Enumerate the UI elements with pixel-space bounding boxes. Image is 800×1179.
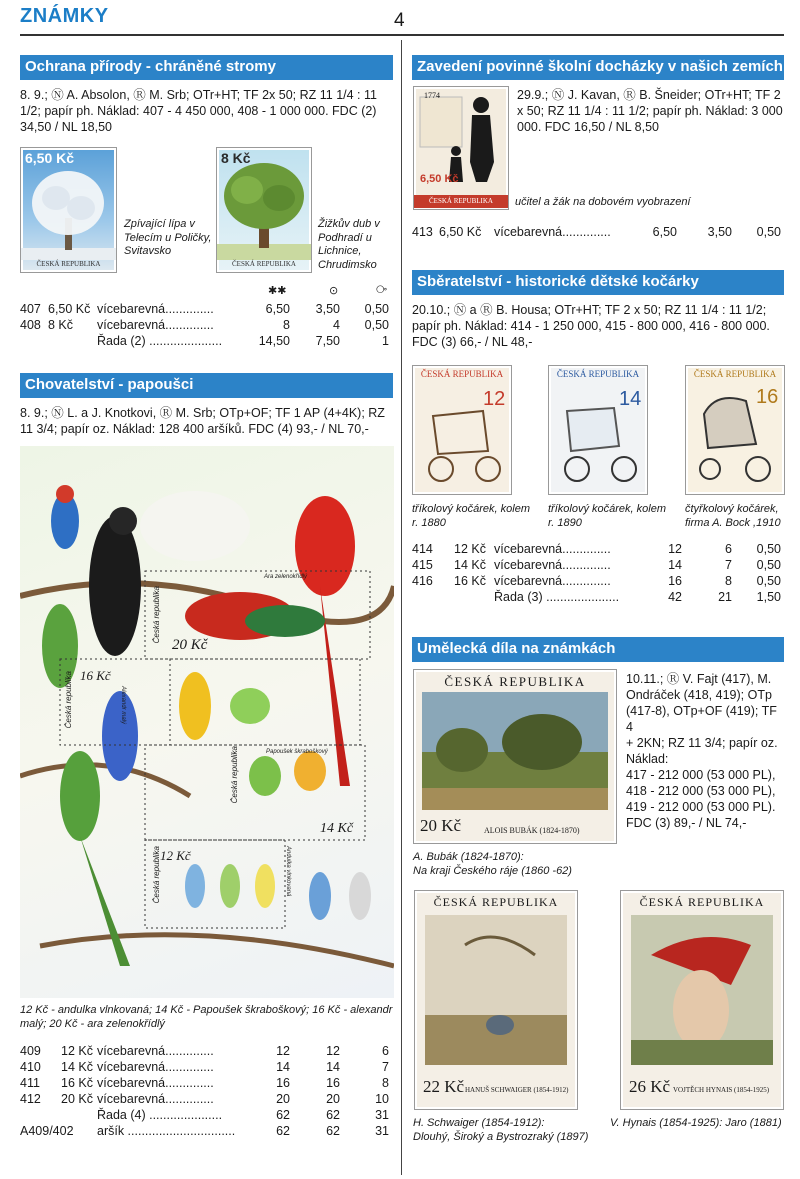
price-cell-no: 409: [20, 1044, 41, 1058]
section-title-art: Umělecká díla na známkách: [412, 637, 784, 662]
price-cell-nom: 14 Kč: [454, 558, 486, 572]
stamp-country: ČESKÁ REPUBLIKA: [444, 674, 586, 689]
stamp-414-pram: [412, 365, 512, 495]
price-cell-desc: vícebarevná..............: [97, 318, 214, 332]
price-cell-nom: 16 Kč: [454, 574, 486, 588]
price-cell-desc: vícebarevná..............: [97, 1044, 214, 1058]
price-cell-used: 3,50: [315, 302, 340, 316]
price-cell-desc: vícebarevná..............: [494, 574, 611, 588]
parrots-info: 8. 9.; Ⓝ L. a J. Knotkovi, Ⓡ M. Srb; OTp+OF; TF 1 AP (4+4K); RZ 11 3/4; papír oz. Náklad: 128 400 aršíků. FDC (4) 93,- / NL 70,-: [20, 406, 385, 436]
price-cell-no: 414: [412, 542, 433, 556]
art-info: [626, 671, 786, 831]
price-row: [20, 1124, 395, 1140]
price-cell-used: 6: [725, 542, 732, 556]
price-cell-nom: 6,50 Kč: [48, 302, 91, 316]
price-cell-desc: Řada (2) .....................: [97, 334, 223, 348]
price-cell-fdc: 31: [375, 1108, 389, 1122]
price-cell-nom: 8 Kč: [48, 318, 74, 332]
stamp-value: 22 Kč: [423, 1077, 465, 1096]
art-info-line: 417 - 212 000 (53 000 PL),: [626, 768, 776, 782]
price-cell-used: 62: [326, 1108, 340, 1122]
price-cell-no: 415: [412, 558, 433, 572]
price-cell-fdc: 0,50: [364, 302, 389, 316]
section-title-prams: Sběratelství - historické dětské kočárky: [412, 270, 784, 295]
price-cell-mint: 14,50: [258, 334, 290, 348]
price-cell-no: A409/402: [20, 1124, 74, 1138]
stamp-418-schwaiger: [414, 890, 578, 1110]
price-cell-mint: 12: [276, 1044, 290, 1058]
stamp-country: ČESKÁ REPUBLIKA: [36, 260, 101, 268]
stamp-415-caption: tříkolový kočárek, kolem r. 1890: [548, 503, 666, 529]
sheet-stamp-14-name: Papoušek škraboškový: [266, 749, 328, 755]
price-cell-no: 408: [20, 318, 41, 332]
art-info-line: 419 - 212 000 (53 000 PL).: [626, 800, 776, 814]
price-cell-nom: 12 Kč: [454, 542, 486, 556]
landscape-painting: [422, 692, 608, 810]
price-cell-fdc: 10: [375, 1092, 389, 1106]
price-cell-used: 3,50: [707, 225, 732, 239]
sheet-stamp-12-value: 12 Kč: [160, 848, 191, 863]
price-row: [412, 225, 784, 241]
price-cell-used: 20: [326, 1092, 340, 1106]
stamp-408-oak-tree: [216, 147, 312, 273]
price-cell-mint: 16: [668, 574, 682, 588]
price-cell-desc: vícebarevná..............: [97, 302, 214, 316]
price-row: [20, 1108, 395, 1124]
page-number: 4: [394, 10, 405, 31]
fairytale-painting: [425, 915, 567, 1065]
price-cell-fdc: 0,50: [756, 574, 781, 588]
stamp-413-caption: učitel a žák na dobovém vyobrazení: [515, 196, 691, 208]
stamp-418-caption-1: H. Schwaiger (1854-1912):: [413, 1117, 545, 1129]
art-info-line: Náklad:: [626, 752, 669, 766]
stamp-country: ČESKÁ REPUBLIKA: [232, 260, 296, 268]
art-info-line: 418 - 212 000 (53 000 PL),: [626, 784, 776, 798]
stamp-country: ČESKÁ REPUBLIKA: [556, 369, 640, 379]
section-title-parrots: Chovatelství - papoušci: [20, 373, 393, 398]
price-cell-nom: 6,50 Kč: [439, 225, 482, 239]
winter-tree-illustration: [21, 148, 116, 272]
spring-painting: [631, 915, 773, 1065]
price-cell-no: 411: [20, 1076, 40, 1090]
section-title-school: Zavedení povinné školní docházky v našich zemích: [412, 55, 784, 80]
sheet-stamp-12-name: Andulka vlnkovaná: [285, 846, 291, 897]
sheet-stamp-country: Česká republika: [152, 846, 161, 904]
stamp-country: ČESKÁ REPUBLIKA: [693, 369, 777, 379]
school-info: 29.9.; Ⓝ J. Kavan, Ⓡ B. Šneider; OTr+HT; TF 2 x 50; RZ 11 1/4 : 11 1/2; papír ph. Náklad: 3 000 000. FDC 16,50 / NL 8,50: [517, 88, 783, 134]
stamp-value: 12: [483, 388, 506, 410]
parrots-caption: 12 Kč - andulka vlnkovaná; 14 Kč - Papoušek škraboškový; 16 Kč - alexandr malý; 20 Kč - ara zelenokřídlý: [20, 1004, 393, 1030]
sheet-stamp-14-value: 14 Kč: [320, 821, 354, 836]
col-mint-header: ✱✱: [268, 285, 287, 297]
stamp-artist: ALOIS BUBÁK (1824-1870): [484, 826, 580, 835]
stamp-419-caption: V. Hynais (1854-1925): Jaro (1881): [610, 1117, 782, 1129]
price-cell-mint: 6,50: [265, 302, 290, 316]
price-cell-desc: vícebarevná..............: [97, 1060, 214, 1074]
price-cell-used: 16: [326, 1076, 340, 1090]
price-cell-fdc: 0,50: [756, 225, 781, 239]
price-cell-fdc: 8: [382, 1076, 389, 1090]
price-cell-fdc: 1: [382, 334, 389, 348]
stamp-artist: VOJTĚCH HYNAIS (1854-1925): [673, 1086, 770, 1094]
header-rule: [20, 34, 784, 36]
price-cell-mint: 62: [276, 1108, 290, 1122]
price-cell-desc: vícebarevná..............: [97, 1092, 214, 1106]
stamp-419-hynais: [620, 890, 784, 1110]
price-cell-used: 62: [326, 1124, 340, 1138]
three-wheel-pram-illustration: [413, 366, 511, 494]
price-cell-nom: 16 Kč: [61, 1076, 93, 1090]
price-cell-nom: 12 Kč: [61, 1044, 93, 1058]
price-row: [20, 302, 395, 318]
stamp-country: ČESKÁ REPUBLIKA: [639, 895, 765, 909]
price-cell-nom: 14 Kč: [61, 1060, 93, 1074]
stamp-417-bubak: [413, 669, 617, 844]
price-cell-fdc: 6: [382, 1044, 389, 1058]
stamp-417-caption-1: A. Bubák (1824-1870):: [413, 851, 524, 863]
three-wheel-pram-illustration: [549, 366, 647, 494]
stamp-country: ČESKÁ REPUBLIKA: [433, 895, 559, 909]
stamp-value: 26 Kč: [629, 1077, 671, 1096]
stamp-416-caption: čtyřkolový kočárek, firma A. Bock ,1910: [685, 503, 781, 529]
trees-info: 8. 9.; Ⓝ A. Absolon, Ⓡ M. Srb; OTr+HT; TF 2x 50; RZ 11 1/4 : 11 1/2; papír ph. Náklad: 407 - 4 450 000, 408 - 1 000 000. FDC (2) 34,50 / NL 18,50: [20, 88, 377, 134]
price-cell-mint: 42: [668, 590, 682, 604]
price-cell-fdc: 0,50: [756, 558, 781, 572]
price-cell-mint: 8: [283, 318, 290, 332]
art-info-line: 10.11.; Ⓡ V. Fajt (417), M.: [626, 672, 772, 686]
stamp-418-caption-2: Dlouhý, Široký a Bystrozraký (1897): [413, 1131, 589, 1143]
stamp-value: 14: [619, 388, 642, 410]
prams-info: 20.10.; Ⓝ a Ⓡ B. Housa; OTr+HT; TF 2 x 50; RZ 11 1/4 : 11 1/2; papír ph. Náklad: 414 - 1 250 000, 415 - 800 000, 416 - 800 000. FDC (3) 66,- / NL 48,-: [412, 303, 770, 349]
stamp-407-caption: Zpívající lípa v Telecím u Poličky, Svitavsko: [124, 218, 212, 257]
price-row: [412, 542, 784, 558]
stamp-417-caption-2: Na kraji Českého ráje (1860 -62): [413, 865, 572, 877]
stamp-416-pram: [685, 365, 785, 495]
price-row: [20, 1060, 395, 1076]
sheet-stamp-country: Česká republika: [152, 586, 161, 644]
price-cell-no: 413: [412, 225, 433, 239]
price-cell-fdc: 0,50: [364, 318, 389, 332]
price-cell-desc: vícebarevná..............: [494, 225, 611, 239]
art-info-line: Ondráček (418, 419); OTp: [626, 688, 772, 702]
price-cell-used: 4: [333, 318, 340, 332]
price-row: [20, 1092, 395, 1108]
price-cell-used: 21: [718, 590, 732, 604]
oak-tree-illustration: [217, 148, 311, 272]
price-cell-mint: 14: [276, 1060, 290, 1074]
stamp-year: 1774: [424, 91, 440, 100]
stamp-413-teacher-pupil: [413, 86, 509, 210]
art-info-line: FDC (3) 89,- / NL 74,-: [626, 816, 747, 830]
price-cell-used: 8: [725, 574, 732, 588]
price-row: [412, 590, 784, 606]
column-divider: [401, 40, 402, 1175]
art-info-line: + 2KN; RZ 11 3/4; papír oz.: [626, 736, 778, 750]
price-row: [412, 558, 784, 574]
price-cell-no: 412: [20, 1092, 41, 1106]
price-cell-mint: 16: [276, 1076, 290, 1090]
price-cell-mint: 6,50: [652, 225, 677, 239]
price-cell-desc: Řada (4) .....................: [97, 1108, 223, 1122]
price-cell-no: 410: [20, 1060, 41, 1074]
price-cell-no: 407: [20, 302, 41, 316]
price-cell-used: 7: [725, 558, 732, 572]
stamp-407-lime-tree: [20, 147, 117, 273]
price-cell-used: 12: [326, 1044, 340, 1058]
stamp-country: ČESKÁ REPUBLIKA: [420, 369, 504, 379]
price-row: [20, 318, 395, 334]
price-cell-desc: vícebarevná..............: [494, 558, 611, 572]
stamp-country: ČESKÁ REPUBLIKA: [414, 195, 508, 208]
art-info-line: (417-8), OTp+OF (419); TF 4: [626, 704, 777, 734]
col-fdc-header: ⧂: [376, 284, 387, 296]
price-cell-no: 416: [412, 574, 433, 588]
price-cell-desc: aršík ...............................: [97, 1124, 236, 1138]
price-row: [412, 574, 784, 590]
stamp-value: 20 Kč: [420, 816, 462, 835]
stamp-value: 6,50 Kč: [25, 150, 75, 166]
stamp-value: 6,50 Kč: [420, 173, 459, 185]
price-row: [20, 1076, 395, 1092]
price-cell-fdc: 1,50: [756, 590, 781, 604]
sheet-stamp-country: Česká republika: [230, 746, 239, 804]
price-cell-desc: vícebarevná..............: [494, 542, 611, 556]
stamp-415-pram: [548, 365, 648, 495]
price-cell-used: 7,50: [315, 334, 340, 348]
stamp-408-caption: Žižkův dub v Podhradí u Lichnice, Chrudimsko: [318, 218, 380, 271]
parrots-souvenir-sheet: [20, 446, 394, 998]
price-cell-mint: 20: [276, 1092, 290, 1106]
sheet-stamp-20-name: Ara zelenokřídlý: [264, 574, 308, 580]
price-row: [20, 1044, 395, 1060]
stamp-value: 16: [756, 386, 779, 408]
brand-title: ZNÁMKY: [20, 5, 109, 27]
stamp-artist: HANUŠ SCHWAIGER (1854-1912): [465, 1086, 569, 1094]
parrots-illustration: [20, 446, 394, 998]
col-used-header: ⊙: [329, 285, 339, 297]
price-cell-used: 14: [326, 1060, 340, 1074]
price-cell-desc: Řada (3) .....................: [494, 590, 620, 604]
price-cell-desc: vícebarevná..............: [97, 1076, 214, 1090]
price-row: [20, 334, 395, 350]
price-cell-fdc: 31: [375, 1124, 389, 1138]
sheet-stamp-16-value: 16 Kč: [80, 668, 111, 683]
price-cell-fdc: 7: [382, 1060, 389, 1074]
sheet-stamp-16-name: Alexandr malý: [120, 686, 126, 725]
sheet-stamp-country: Česká republika: [64, 671, 73, 729]
price-cell-nom: 20 Kč: [61, 1092, 93, 1106]
sheet-stamp-20-value: 20 Kč: [172, 637, 208, 653]
price-cell-fdc: 0,50: [756, 542, 781, 556]
stamp-414-caption: tříkolový kočárek, kolem r. 1880: [412, 503, 530, 529]
price-cell-mint: 14: [668, 558, 682, 572]
teacher-pupil-silhouette: [414, 87, 508, 209]
price-cell-mint: 62: [276, 1124, 290, 1138]
section-title-trees: Ochrana přírody - chráněné stromy: [20, 55, 393, 80]
stamp-value: 8 Kč: [221, 150, 251, 166]
price-cell-mint: 12: [668, 542, 682, 556]
